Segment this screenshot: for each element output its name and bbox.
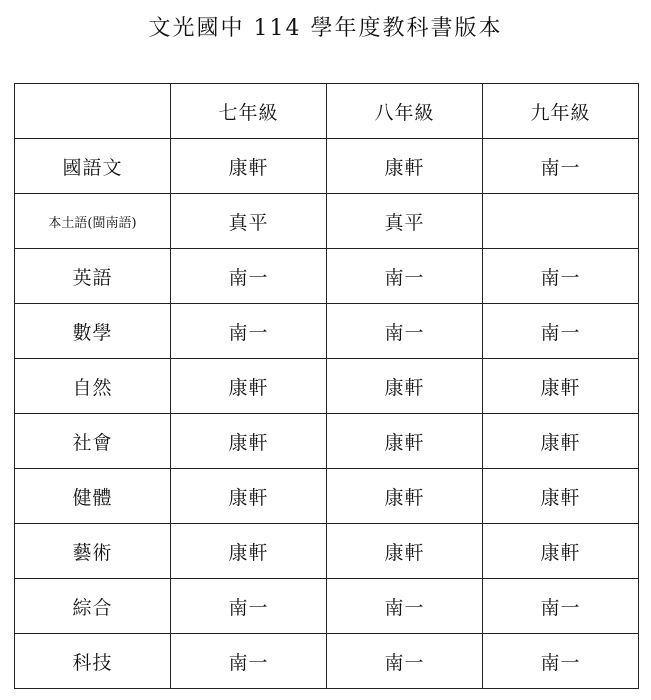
grade-7-cell: 南一: [171, 304, 327, 359]
table-row: [15, 194, 639, 249]
grade-7-cell: 南一: [171, 579, 327, 634]
grade-9-cell: 南一: [483, 139, 639, 194]
subject-cell: 綜合: [15, 579, 171, 634]
grade-8-cell: 南一: [327, 579, 483, 634]
subject-cell: 自然: [15, 359, 171, 414]
grade-9-cell: 康軒: [483, 414, 639, 469]
grade-9-cell: 南一: [483, 579, 639, 634]
header-grade-8: 八年級: [327, 84, 483, 139]
header-grade-9: 九年級: [483, 84, 639, 139]
grade-8-cell: 康軒: [327, 414, 483, 469]
grade-9-cell: 南一: [483, 249, 639, 304]
grade-9-cell: 康軒: [483, 524, 639, 579]
subject-cell: 本土語(閩南語): [15, 194, 171, 249]
grade-8-cell: 真平: [327, 194, 483, 249]
table-row: [15, 139, 639, 194]
grade-7-cell: 康軒: [171, 469, 327, 524]
table-row: [15, 304, 639, 359]
table-header-row: [15, 84, 639, 139]
grade-9-cell: 康軒: [483, 469, 639, 524]
subject-cell: 社會: [15, 414, 171, 469]
table-row: [15, 359, 639, 414]
grade-7-cell: 康軒: [171, 359, 327, 414]
grade-7-cell: 康軒: [171, 524, 327, 579]
header-grade-7: 七年級: [171, 84, 327, 139]
grade-7-cell: 南一: [171, 249, 327, 304]
grade-8-cell: 康軒: [327, 469, 483, 524]
grade-8-cell: 康軒: [327, 139, 483, 194]
header-corner-cell: [15, 84, 171, 139]
table-row: [15, 249, 639, 304]
grade-8-cell: 南一: [327, 634, 483, 689]
grade-9-cell: 康軒: [483, 359, 639, 414]
grade-8-cell: 南一: [327, 304, 483, 359]
grade-7-cell: 南一: [171, 634, 327, 689]
grade-8-cell: 康軒: [327, 359, 483, 414]
textbook-version-table: [14, 83, 639, 689]
table-row: [15, 414, 639, 469]
subject-cell: 藝術: [15, 524, 171, 579]
subject-cell: 健體: [15, 469, 171, 524]
grade-7-cell: 真平: [171, 194, 327, 249]
grade-9-cell: 南一: [483, 634, 639, 689]
table-row: [15, 634, 639, 689]
grade-7-cell: 康軒: [171, 414, 327, 469]
page-title: 文光國中 114 學年度教科書版本: [148, 16, 503, 41]
table-row: [15, 524, 639, 579]
grade-7-cell: 康軒: [171, 139, 327, 194]
subject-cell: 國語文: [15, 139, 171, 194]
table-row: [15, 469, 639, 524]
table-row: [15, 579, 639, 634]
subject-cell: 數學: [15, 304, 171, 359]
grade-9-cell: [483, 194, 639, 249]
grade-9-cell: 南一: [483, 304, 639, 359]
subject-cell: 科技: [15, 634, 171, 689]
grade-8-cell: 南一: [327, 249, 483, 304]
subject-cell: 英語: [15, 249, 171, 304]
grade-8-cell: 康軒: [327, 524, 483, 579]
